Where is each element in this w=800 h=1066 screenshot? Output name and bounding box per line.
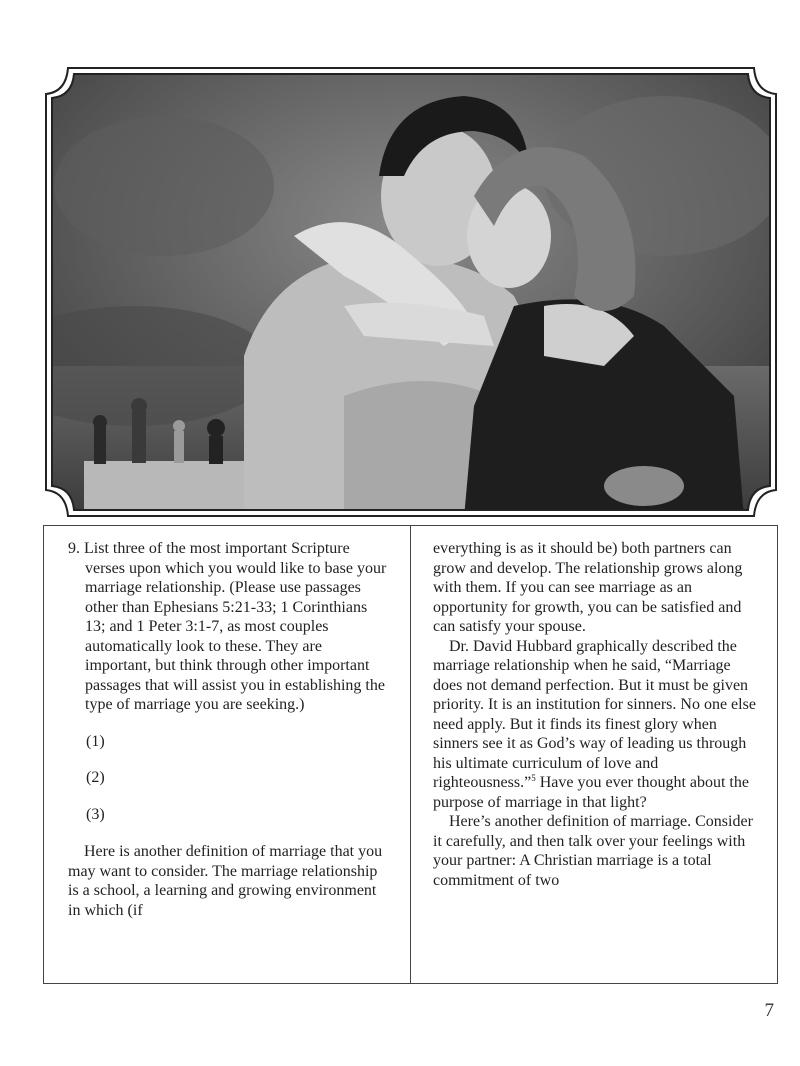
page-number: 7 bbox=[764, 1000, 774, 1021]
hubbard-quote-followup: Have you ever thought about the purpose of marriage in that light? bbox=[433, 774, 749, 811]
answer-blank-3: (3) bbox=[86, 805, 105, 823]
marriage-definition-paragraph: Here is another definition of marriage that you may want to consider. The marriage relationship is a school, a learning and growing environment in which (if bbox=[68, 843, 383, 919]
footnote-marker: 5 bbox=[531, 773, 536, 783]
hubbard-quote-paragraph bbox=[433, 637, 759, 813]
right-column bbox=[411, 526, 777, 983]
text-box bbox=[43, 525, 778, 984]
couple-embracing-photo bbox=[44, 66, 778, 518]
christian-marriage-paragraph: Here’s another definition of marriage. Consider it carefully, and then talk over your feelings with your partner: A Christian marriage is a total commitment of two bbox=[433, 813, 753, 889]
photo-frame bbox=[44, 66, 778, 518]
left-column bbox=[44, 526, 411, 983]
question-9 bbox=[68, 539, 388, 715]
hubbard-quote-text: Dr. David Hubbard graphically described the marriage relationship when he said, “Marriage does not demand perfection. But it must be given priority. It is an institution for sinners. No one else need apply. But it finds its finest glory when sinners see it as God’s way of leading us through his ultimate curriculum of love and righteousness.” bbox=[433, 637, 756, 791]
answer-blank-1: (1) bbox=[86, 732, 105, 750]
question-number: 9. bbox=[68, 540, 80, 557]
answer-blank-2: (2) bbox=[86, 769, 105, 786]
growth-paragraph: everything is as it should be) both partners can grow and develop. The relationship grows along with them. If you can see marriage as an opportunity for growth, you can be satisfied and can satisfy your spouse. bbox=[433, 540, 743, 635]
question-text: List three of the most important Scripture verses upon which you would like to base your marriage relationship. (Please use passages other than Ephesians 5:21-33; 1 Corinthians 13; and 1 Peter 3:1-7, as most couples automatically look to these. They are important, but think through other important passages that will assist you in establishing the type of marriage you are seeking.) bbox=[84, 540, 387, 713]
